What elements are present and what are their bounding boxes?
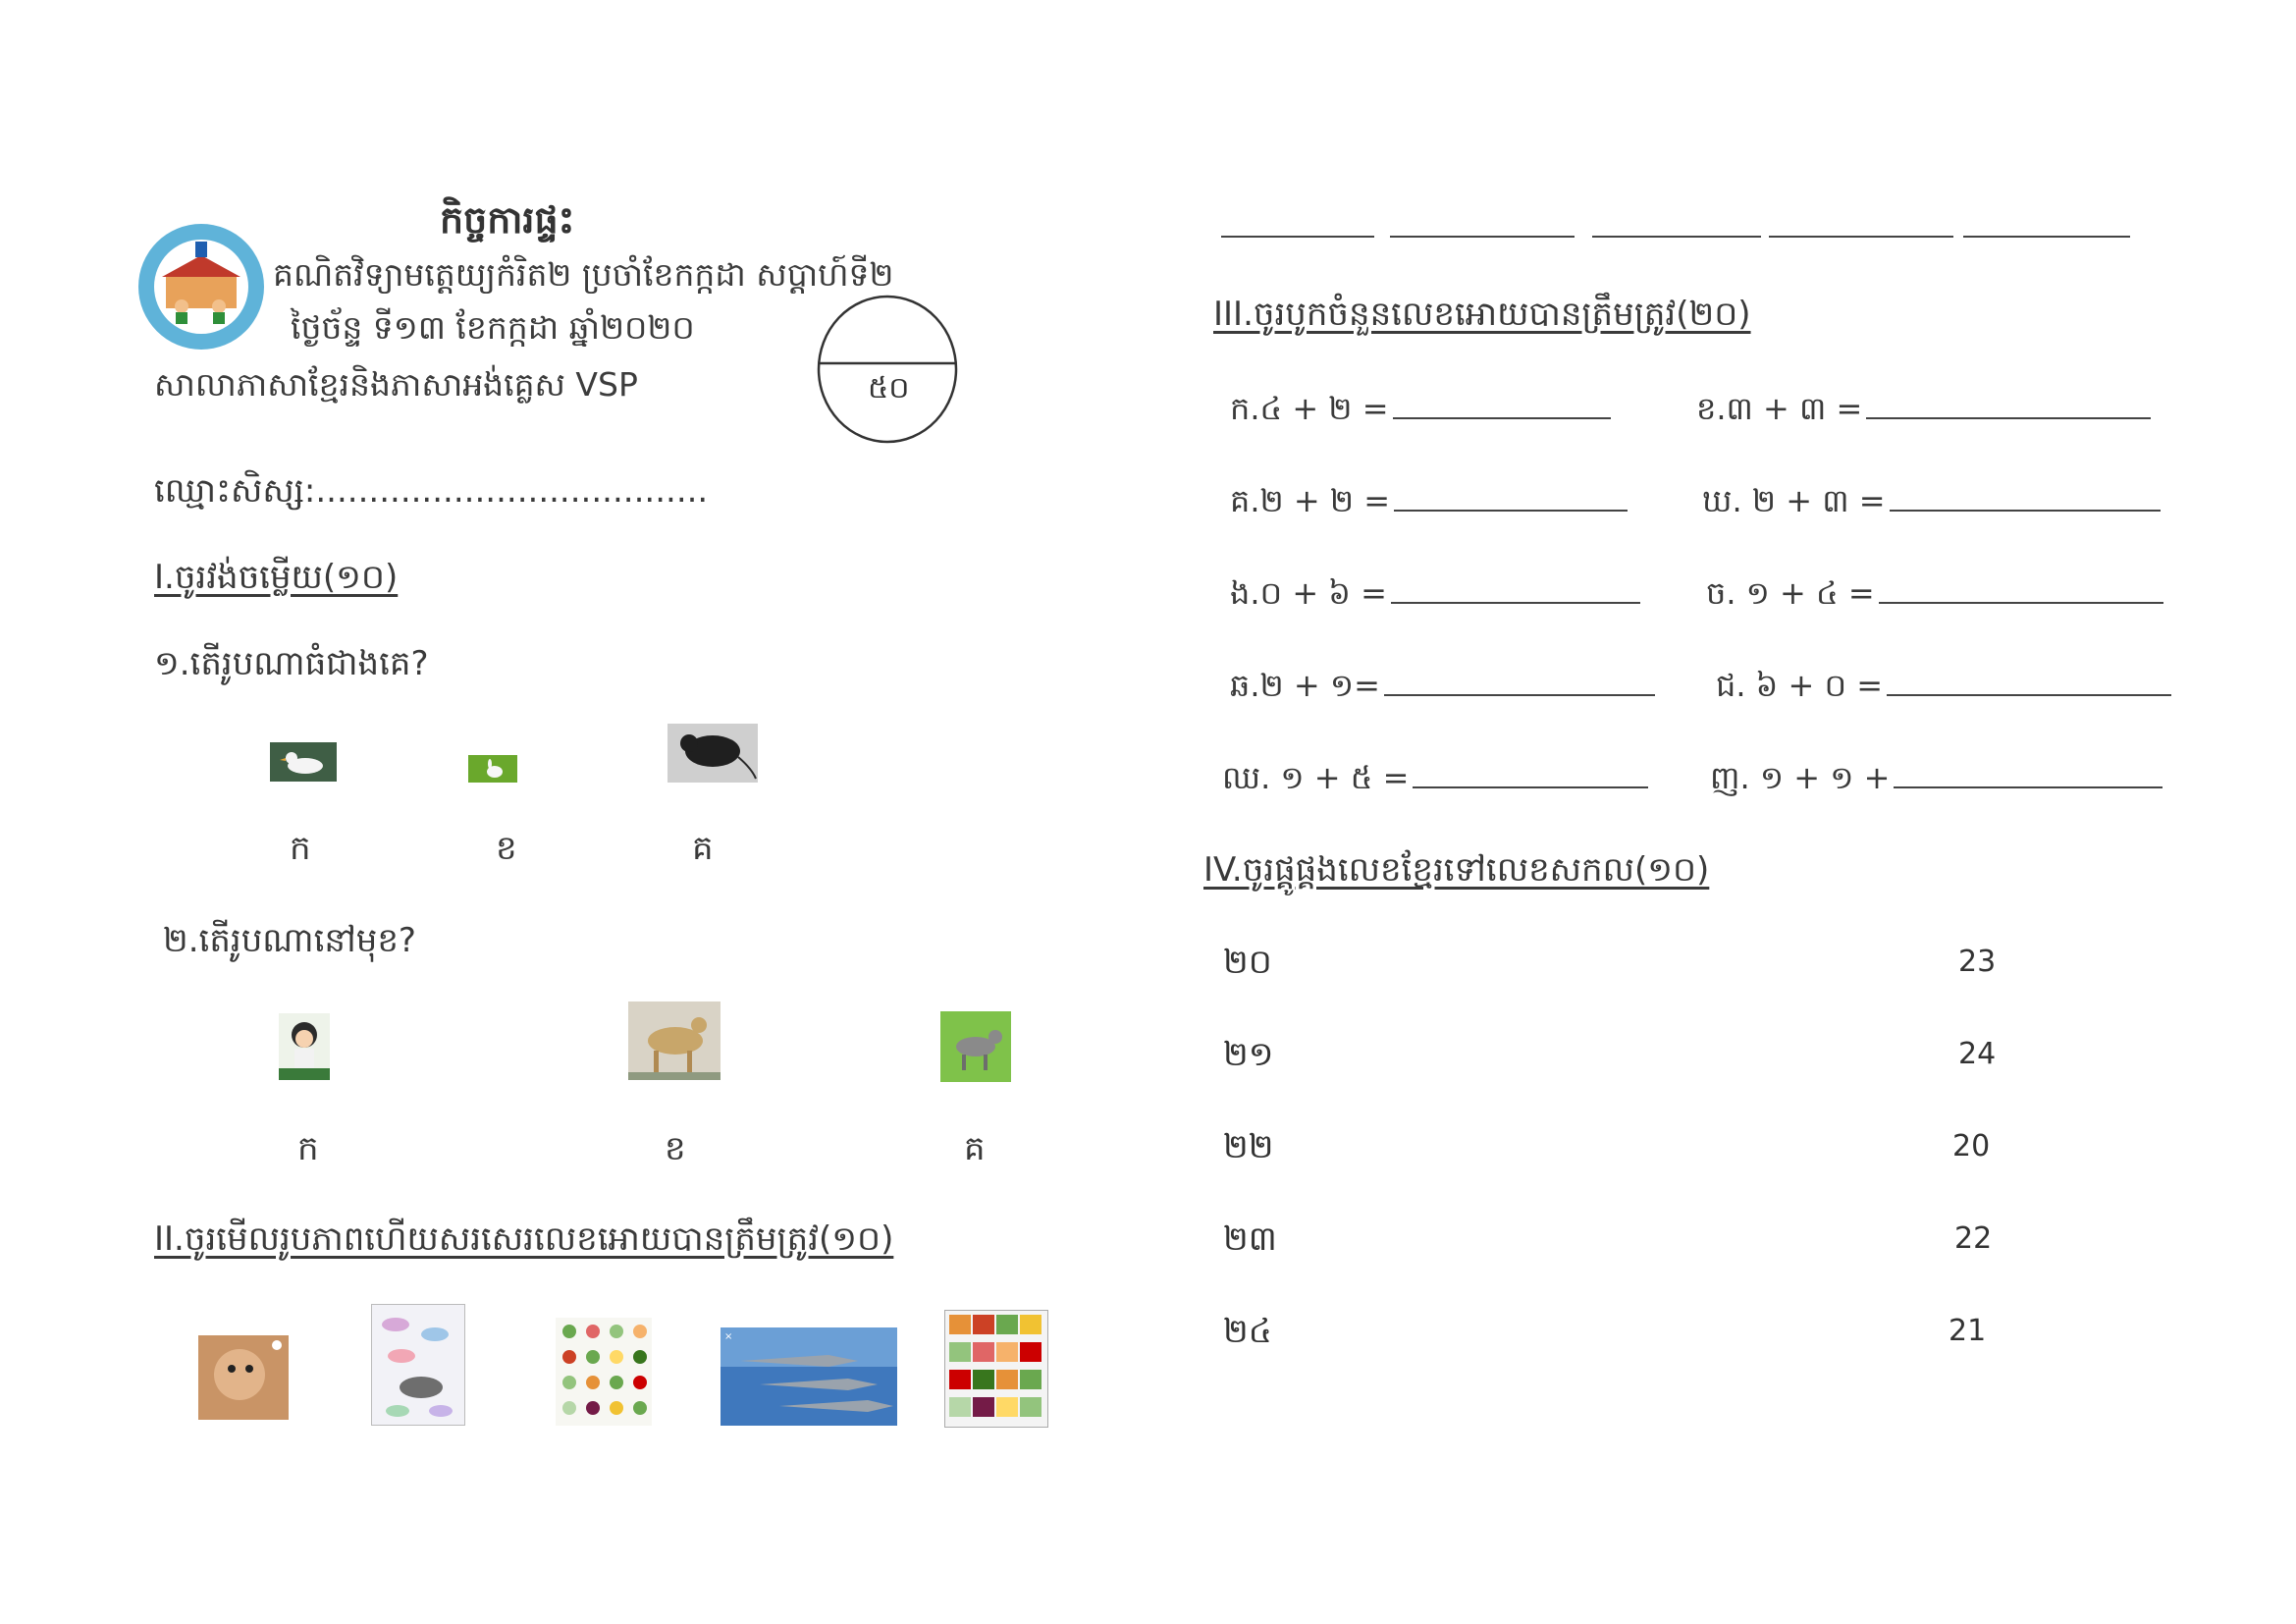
- sum-expression: គ.២ + ២ =: [1230, 482, 1391, 519]
- sum-row-4-left: [1230, 666, 1655, 712]
- school-line: សាលាភាសាខ្មែរនិងភាសាអង់គ្លេស VSP: [154, 365, 638, 404]
- q2-label-a: ក: [297, 1129, 319, 1168]
- sum-expression: ច. ១ + ៤ =: [1706, 574, 1875, 612]
- answer-line: [1769, 236, 1953, 238]
- score-circle: [817, 295, 958, 444]
- q1-label-b: ខ: [496, 829, 517, 868]
- sum-expression: ក.៤ + ២ =: [1230, 390, 1389, 427]
- answer-blank[interactable]: [1413, 785, 1648, 788]
- arabic-number: 21: [1949, 1314, 1987, 1348]
- vegetables-chart: [556, 1318, 652, 1426]
- arabic-number: 24: [1958, 1037, 1997, 1071]
- sum-row-3-left: [1230, 573, 1640, 620]
- khmer-number: ២០: [1223, 943, 1272, 982]
- section2-heading: II.ចូរមើលរូបភាពហើយសរសេរលេខអោយបានត្រឹមត្រូវ(១០): [154, 1219, 894, 1259]
- khmer-number: ២៤: [1223, 1312, 1272, 1351]
- sum-expression: ង.០ + ៦ =: [1230, 574, 1387, 612]
- duck-photo: [270, 742, 337, 782]
- answer-blank[interactable]: [1394, 508, 1628, 512]
- khmer-number: ២១: [1223, 1035, 1274, 1074]
- answer-blank[interactable]: [1894, 785, 2163, 788]
- sum-expression: ជ. ៦ + ០ =: [1716, 667, 1884, 704]
- svg-text:×: ×: [724, 1331, 733, 1342]
- section3-heading: III.ចូរបូកចំនួនលេខអោយបានត្រឹមត្រូវ(២០): [1213, 295, 1751, 334]
- date-line: ថ្ងៃច័ន្ទ ទី១៣ ខែកក្កដា ឆ្នាំ២០២០: [291, 308, 695, 347]
- sum-expression: ឈ. ១ + ៥ =: [1222, 759, 1410, 796]
- answer-line: [1963, 236, 2130, 238]
- fish-illustration: [371, 1304, 465, 1426]
- donkey-photo: [940, 1011, 1011, 1082]
- sum-expression: ខ.៣ + ៣ =: [1696, 390, 1863, 427]
- question1-text: ១.តើរូបណាធំជាងគេ?: [154, 644, 429, 683]
- section1-heading: I.ចូរវង់ចម្លើយ(១០): [154, 558, 399, 597]
- sum-row-5-left: [1222, 758, 1648, 804]
- arabic-number: 23: [1958, 945, 1997, 979]
- section4-heading: IV.ចូរផ្គូផ្គងលេខខ្មែរទៅលេខសកល(១០): [1203, 850, 1710, 890]
- answer-line: [1390, 236, 1575, 238]
- sum-row-1-right: [1696, 389, 2151, 435]
- q1-label-c: គ: [692, 829, 714, 868]
- sum-row-3-right: [1706, 573, 2163, 620]
- answer-blank[interactable]: [1393, 415, 1611, 419]
- score-max: ៥០: [868, 371, 910, 406]
- page-title: កិច្ចការផ្ទះ: [440, 198, 575, 242]
- question2-text: ២.តើរូបណានៅមុខ?: [163, 921, 416, 960]
- answer-line: [1592, 236, 1761, 238]
- sum-row-2-right: [1702, 481, 2161, 527]
- girl-drawing: [279, 1013, 330, 1080]
- school-logo: [136, 222, 266, 352]
- sum-row-2-left: [1230, 481, 1628, 527]
- monkey-photo: [198, 1335, 289, 1420]
- khmer-number: ២២: [1223, 1127, 1274, 1166]
- rat-photo: [667, 724, 758, 783]
- sum-expression: ញ. ១ + ១ +: [1710, 759, 1891, 796]
- sum-row-1-left: [1230, 389, 1611, 435]
- sum-expression: ឃ. ២ + ៣ =: [1702, 482, 1886, 519]
- answer-blank[interactable]: [1879, 600, 2163, 604]
- student-name-label: ឈ្មោះសិស្ស:.....................................: [154, 471, 709, 511]
- sum-row-5-right: [1710, 758, 2163, 804]
- jets-photo: [721, 1327, 897, 1426]
- q2-label-c: គ: [964, 1129, 986, 1168]
- goat-photo: [628, 1001, 721, 1080]
- vegetables-grid: [944, 1310, 1048, 1428]
- answer-line: [1221, 236, 1374, 238]
- rabbit-photo: [468, 755, 517, 783]
- answer-blank[interactable]: [1391, 600, 1640, 604]
- sum-row-4-right: [1716, 666, 2171, 712]
- sum-expression: ឆ.២ + ១=: [1230, 667, 1380, 704]
- q2-label-b: ខ: [665, 1129, 686, 1168]
- arabic-number: 22: [1954, 1221, 1993, 1256]
- answer-blank[interactable]: [1866, 415, 2151, 419]
- arabic-number: 20: [1952, 1129, 1991, 1164]
- answer-blank[interactable]: [1890, 508, 2161, 512]
- subject-line: គណិតវិទ្យាមត្តេយ្យកំរិត២ ប្រចាំខែកក្កដា សប្តាហ៍ទី២: [273, 255, 894, 294]
- answer-blank[interactable]: [1887, 692, 2171, 696]
- answer-blank[interactable]: [1384, 692, 1655, 696]
- q1-label-a: ក: [290, 829, 311, 868]
- khmer-number: ២៣: [1223, 1219, 1277, 1259]
